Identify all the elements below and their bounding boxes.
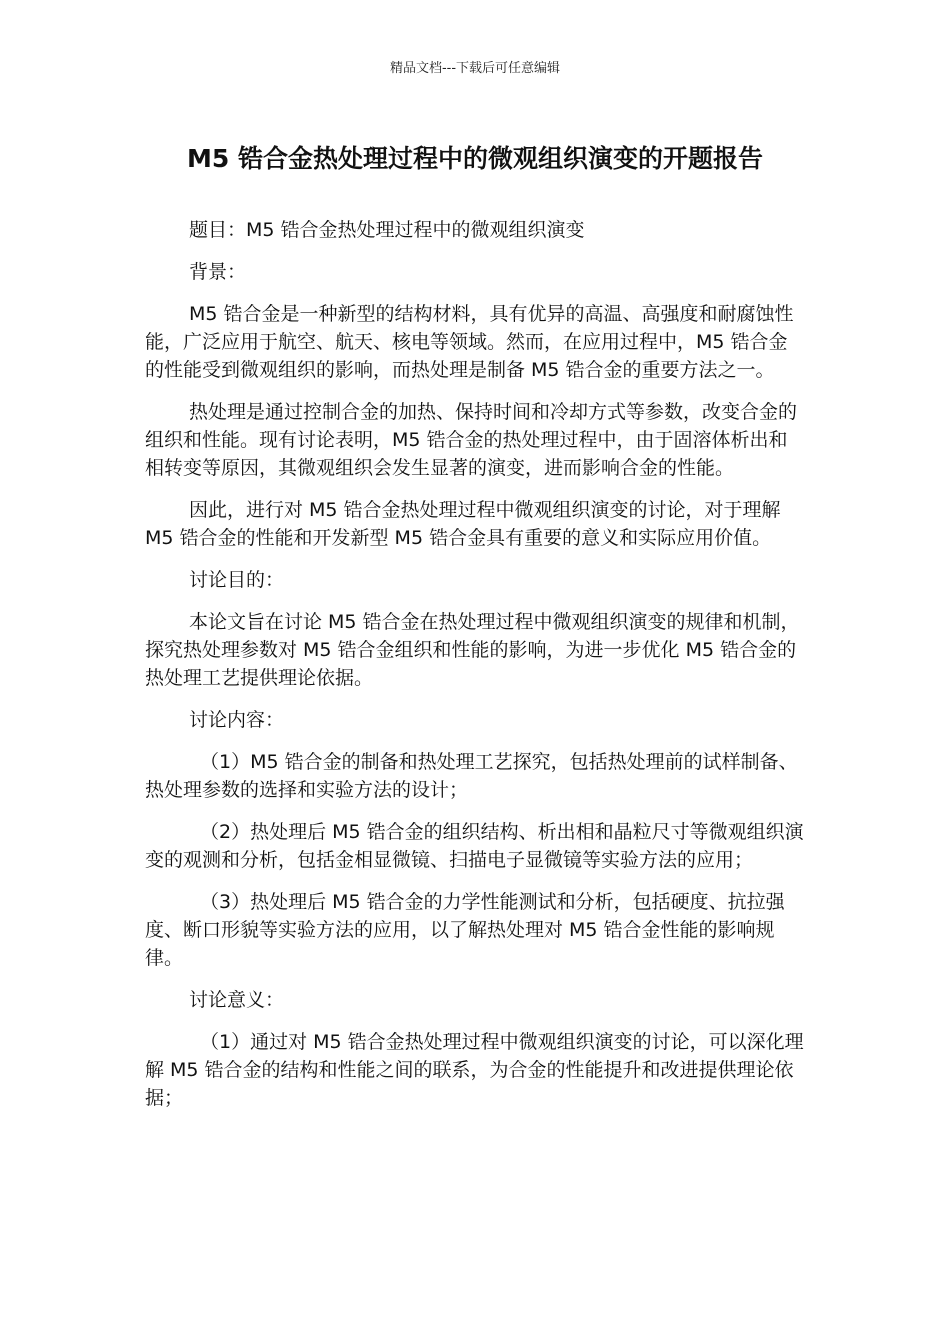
background-paragraph: 热处理是通过控制合金的加热、保持时间和冷却方式等参数，改变合金的组织和性能。现有讨论表明，M5 锆合金的热处理过程中，由于固溶体析出和相转变等原因，其微观组织会发生显著的演变，进而影响合金的性能。 [145, 401, 798, 479]
document-body [145, 216, 805, 1126]
content-list-item: （2）热处理后 M5 锆合金的组织结构、析出相和晶粒尺寸等微观组织演变的观测和分析，包括金相显微镜、扫描电子显微镜等实验方法的应用； [145, 821, 804, 871]
significance-list-item: （1）通过对 M5 锆合金热处理过程中微观组织演变的讨论，可以深化理解 M5 锆合金的结构和性能之间的联系，为合金的性能提升和改进提供理论依据； [145, 1031, 804, 1109]
section-heading-content: 讨论内容： [189, 709, 285, 731]
content-list-item: （1）M5 锆合金的制备和热处理工艺探究，包括热处理前的试样制备、热处理参数的选择和实验方法的设计； [145, 751, 798, 801]
document-title: M5 锆合金热处理过程中的微观组织演变的开题报告 [187, 144, 763, 173]
section-heading-purpose: 讨论目的： [189, 569, 285, 591]
topic-line: 题目：M5 锆合金热处理过程中的微观组织演变 [189, 219, 585, 241]
section-heading-significance: 讨论意义： [189, 989, 285, 1011]
background-paragraph: M5 锆合金是一种新型的结构材料，具有优异的高温、高强度和耐腐蚀性能，广泛应用于航空、航天、核电等领域。然而，在应用过程中，M5 锆合金的性能受到微观组织的影响，而热处理是制备 M5 锆合金的重要方法之一。 [145, 303, 794, 381]
content-list-item: （3）热处理后 M5 锆合金的力学性能测试和分析，包括硬度、抗拉强度、断口形貌等实验方法的应用，以了解热处理对 M5 锆合金性能的影响规律。 [145, 891, 785, 969]
section-heading-background: 背景： [189, 261, 247, 283]
background-paragraph: 因此，进行对 M5 锆合金热处理过程中微观组织演变的讨论，对于理解 M5 锆合金的性能和开发新型 M5 锆合金具有重要的意义和实际应用价值。 [145, 499, 781, 549]
page-header-note: 精品文档---下载后可任意编辑 [389, 61, 561, 76]
purpose-paragraph: 本论文旨在讨论 M5 锆合金在热处理过程中微观组织演变的规律和机制，探究热处理参数对 M5 锆合金组织和性能的影响，为进一步优化 M5 锆合金的热处理工艺提供理论依据。 [145, 611, 800, 689]
